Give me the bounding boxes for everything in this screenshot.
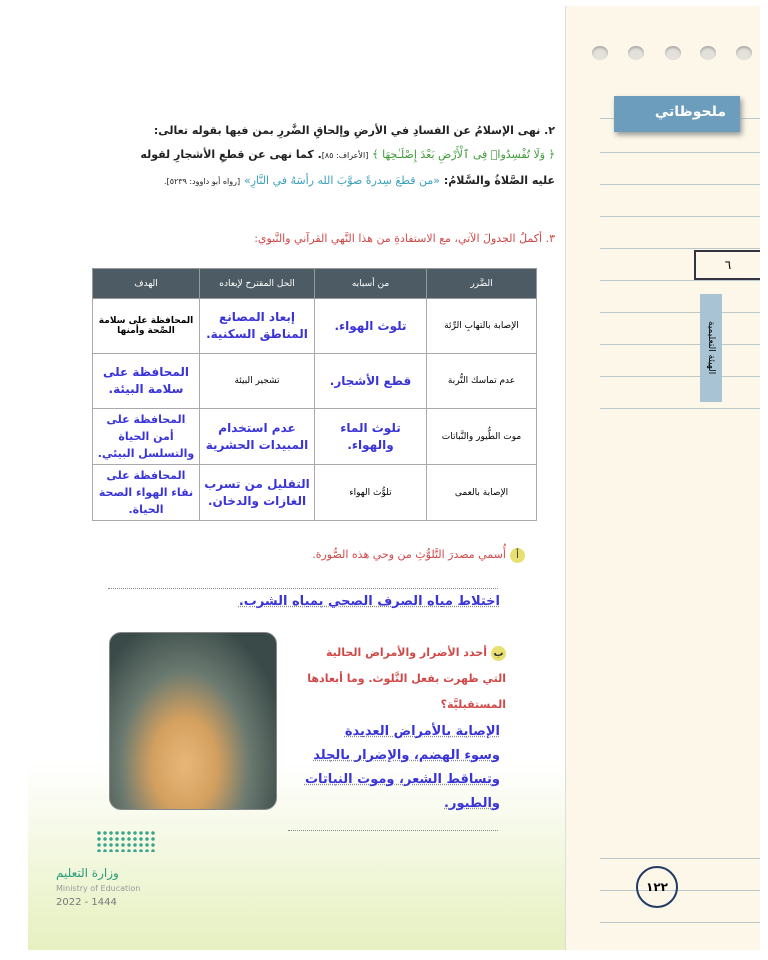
col-header: الضَّرر [427, 269, 537, 299]
ministry-name-en: Ministry of Education [56, 884, 141, 893]
unit-number-box: ٦ [694, 250, 760, 280]
bullet-a: أ [510, 548, 525, 563]
edition-year: 2022 - 1444 [56, 897, 117, 908]
binder-hole [628, 46, 644, 60]
question-a: أأُسمي مصدرَ التَّلوُّثِ من وحي هذه الصُّورة. [125, 548, 525, 563]
binder-hole [700, 46, 716, 60]
question-b: بأحدد الأضرار والأمراض الحالية التي ظهرت بفعل التَّلوث. وما أبعادها المستقبليَّة؟ [307, 646, 506, 711]
page-number: ١٢٢ [636, 866, 678, 908]
bullet-b: ب [491, 646, 506, 661]
pipe-pollution-photo [109, 632, 277, 810]
table-row: الإصابة بالعمى تلوُّث الهواء التقليل من تسرب الغازات والدخان. المحافظة على نقاء الهواء الصحة الحياة. [93, 465, 537, 521]
q2-line3: عليه الصَّلاةُ والسَّلامُ: «من قطعَ سِدرةً صوَّبَ الله رأسَهُ في النَّارِ» [رواه أبو داوود: ٥٢٣٩]. [164, 174, 555, 187]
q2-line2: ﴿ وَلَا تُفْسِدُوا۟ فِى ٱلْأَرْضِ بَعْدَ إِصْلَـٰحِهَا ﴾ [الأعراف: ٨٥]. كما نهى عن قطعِ الأشجارِ لقوله [140, 148, 555, 161]
col-header: الهدف [93, 269, 200, 299]
table-row: موت الطُّيور والنَّباتات تلوث الماء والهواء. عدم استخدام المبيدات الحشرية المحافظة على أمن الحياة والتسلسل البيئي. [93, 409, 537, 465]
q2-line1: ٢. نهى الإسلامُ عن الفسادِ في الأرضِ وإلحاقِ الضَّررِ بمن فيها بقوله تعالى: [153, 124, 555, 137]
ministry-name-ar: وزارة التعليم [56, 866, 119, 880]
answer-b[interactable]: الإصابة بالأمراض العديدة وسوء الهضم، والإضرار بالجلد وتساقط الشعر، وموت النباتات والطيور. [304, 724, 500, 811]
binder-hole [592, 46, 608, 60]
answer-a[interactable]: اختلاط مياه الصرف الصحي بمياه الشرب. [238, 594, 500, 609]
col-header: الحل المقترح لإبعاده [200, 269, 315, 299]
binder-hole [665, 46, 681, 60]
vertical-tab: الهيئة التعليمية [700, 294, 722, 402]
notes-sidebar [566, 6, 760, 950]
notes-tab: ملحوظاتي [614, 96, 740, 132]
pollution-table [92, 268, 537, 521]
table-row: عدم تماسك التُّربة قطع الأشجار. تشجير البيئة المحافظة على سلامة البيئة. [93, 354, 537, 409]
ministry-logo-icon [96, 830, 156, 852]
table-row: الإصابة بالتهابِ الرِّئة تلوث الهواء. إبعاد المصانع المناطق السكنية. المحافظة على سلامة الصِّحة وأمنها [93, 299, 537, 354]
col-header: من أسبابه [315, 269, 427, 299]
q3-prompt: ٣. أكملُ الجدولَ الآتي، مع الاستفادةِ من هذا النَّهي القرآني والنَّبوي: [254, 232, 555, 245]
binder-hole [736, 46, 752, 60]
